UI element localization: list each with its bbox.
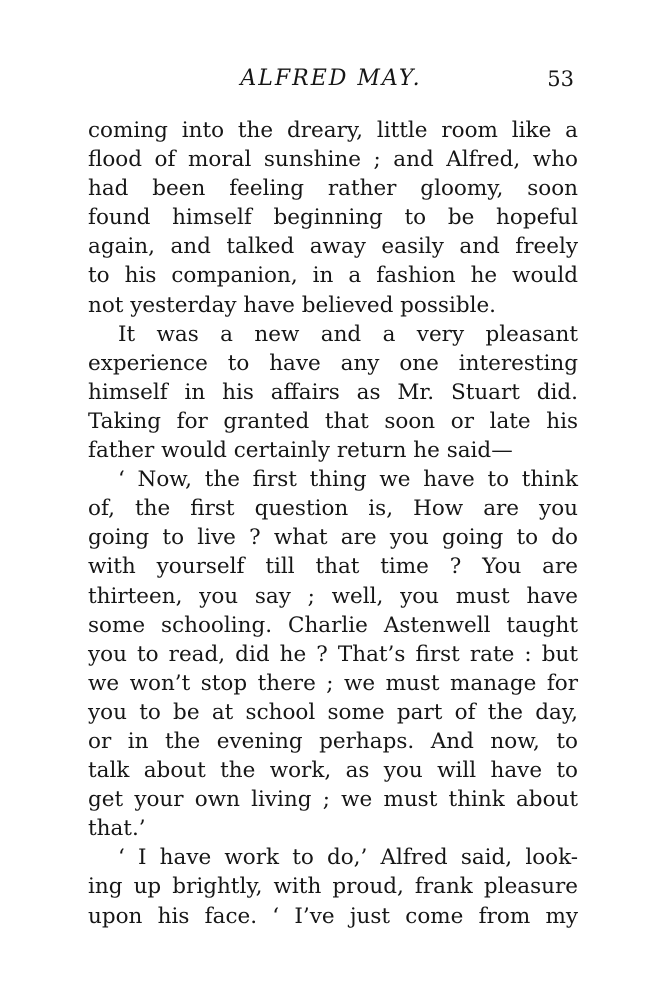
text-line: found himself beginning to be hopeful [88,205,578,231]
text-line: some schooling. Charlie Astenwell taught [88,612,578,638]
text-line: upon his face. ‘ I’ve just come from my [88,903,578,929]
text-line: father would certainly return he said— [88,438,513,464]
text-line: get your own living ; we must think about [88,787,578,813]
body-text [88,116,578,931]
text-line: or in the evening perhaps. And now, to [88,728,578,754]
text-line: thirteen, you say ; well, you must have [88,583,578,609]
text-line: with yourself till that time ? You are [88,554,578,580]
text-line: It was a new and a very pleasant [118,321,578,347]
page-header [88,64,574,94]
text-line: talk about the work, as you will have to [88,758,578,784]
text-line: experience to have any one interesting [88,350,578,376]
text-line: going to live ? what are you going to do [88,525,578,551]
running-title: ALFRED MAY. [240,66,422,91]
text-line: coming into the dreary, little room like a [88,118,578,143]
text-line: ‘ I have work to do,’ Alfred said, look- [118,845,578,871]
text-line: to his companion, in a fashion he would [88,263,578,289]
text-line: you to read, did he ? That’s first rate : but [88,641,578,667]
text-line: Taking for granted that soon or late his [88,408,578,434]
text-line: had been feeling rather gloomy, soon [88,176,578,202]
text-line: himself in his affairs as Mr. Stuart did. [88,379,578,405]
page-number: 53 [547,67,574,91]
text-line: of, the first question is, How are you [88,496,578,522]
text-line: ing up brightly, with proud, frank pleasure [88,874,578,900]
text-line: flood of moral sunshine ; and Alfred, who [88,147,578,173]
text-line: you to be at school some part of the day, [88,699,578,725]
text-line: not yesterday have believed possible. [88,292,497,318]
text-line: ‘ Now, the first thing we have to think [118,467,578,493]
text-line: again, and talked away easily and freely [88,234,578,260]
text-line: that.’ [88,816,146,842]
text-line: we won’t stop there ; we must manage for [88,670,578,696]
